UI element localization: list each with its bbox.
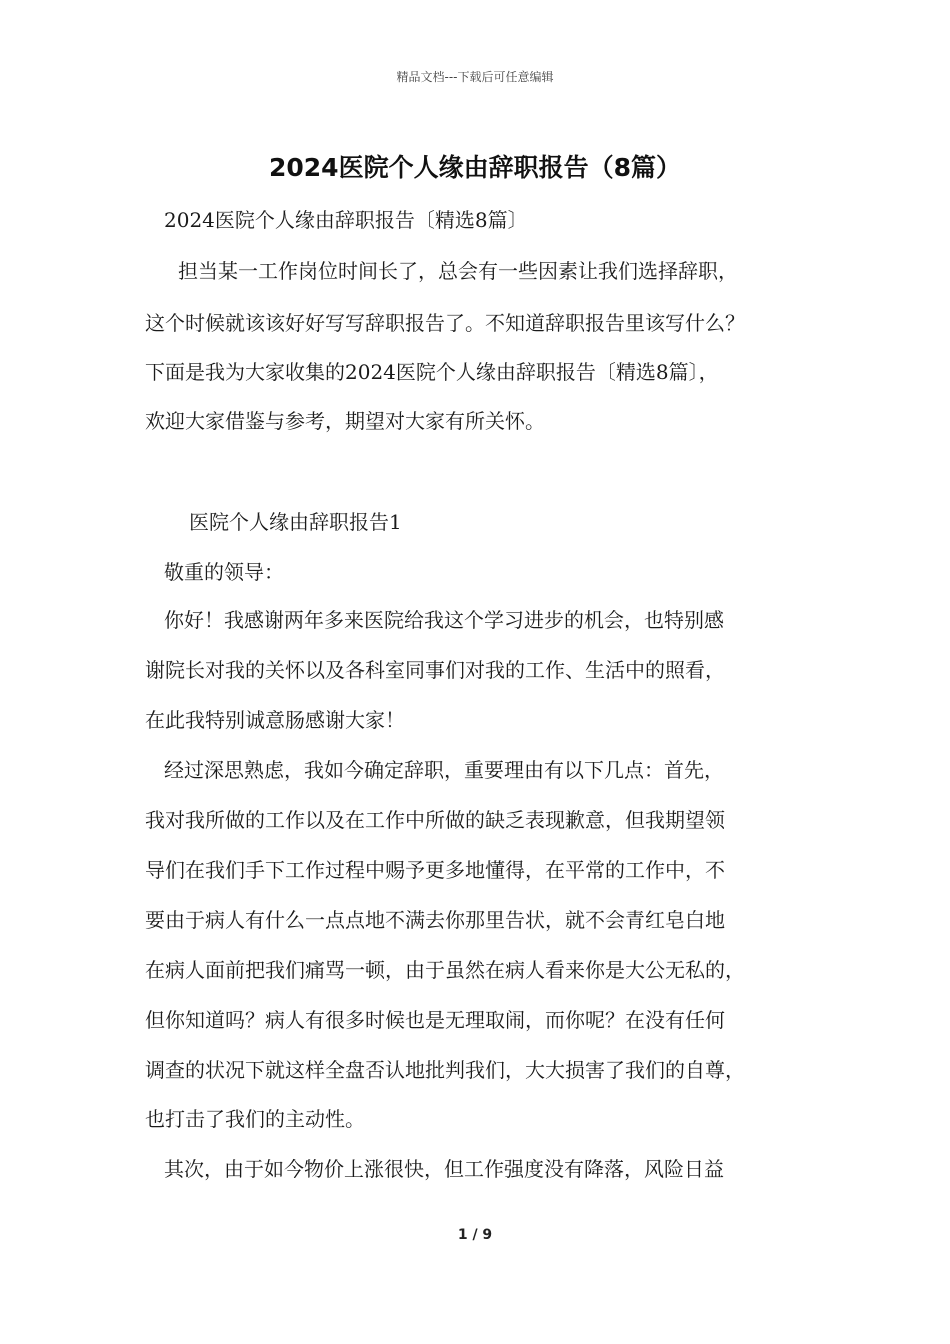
body-line-9: 但你知道吗？病人有很多时候也是无理取闹，而你呢？在没有任何 <box>145 1008 725 1032</box>
body-line-4: 经过深思熟虑，我如今确定辞职，重要理由有以下几点：首先， <box>164 758 724 782</box>
intro-line-4: 欢迎大家借鉴与参考，期望对大家有所关怀。 <box>145 409 545 433</box>
body-line-8: 在病人面前把我们痛骂一顿，由于虽然在病人看来你是大公无私的， <box>145 958 745 982</box>
body-line-7: 要由于病人有什么一点点地不满去你那里告状，就不会青红皂白地 <box>145 908 725 932</box>
body-line-6: 导们在我们手下工作过程中赐予更多地懂得，在平常的工作中，不 <box>145 858 725 882</box>
document-title: 2024医院个人缘由辞职报告（8篇） <box>269 153 681 182</box>
body-line-1: 你好！我感谢两年多来医院给我这个学习进步的机会，也特别感 <box>164 608 724 632</box>
salutation: 敬重的领导： <box>164 560 284 584</box>
body-line-3: 在此我特别诚意肠感谢大家！ <box>145 708 405 732</box>
page-number: 1 / 9 <box>457 1227 493 1243</box>
body-line-11: 也打击了我们的主动性。 <box>145 1107 365 1131</box>
page-header: 精品文档---下载后可任意编辑 <box>396 70 554 84</box>
intro-line-1: 担当某一工作岗位时间长了，总会有一些因素让我们选择辞职， <box>178 259 738 283</box>
intro-line-2: 这个时候就该该好好写写辞职报告了。不知道辞职报告里该写什么？ <box>145 311 745 335</box>
intro-line-3: 下面是我为大家收集的2024医院个人缘由辞职报告〔精选8篇〕， <box>145 360 719 384</box>
body-line-12: 其次，由于如今物价上涨很快，但工作强度没有降落，风险日益 <box>164 1157 724 1181</box>
body-line-5: 我对我所做的工作以及在工作中所做的缺乏表现歉意，但我期望领 <box>145 808 725 832</box>
section-heading: 医院个人缘由辞职报告1 <box>189 510 402 534</box>
subtitle-line: 2024医院个人缘由辞职报告〔精选8篇〕 <box>164 208 528 232</box>
body-line-10: 调查的状况下就这样全盘否认地批判我们，大大损害了我们的自尊， <box>145 1058 745 1082</box>
body-line-2: 谢院长对我的关怀以及各科室同事们对我的工作、生活中的照看， <box>145 658 725 682</box>
